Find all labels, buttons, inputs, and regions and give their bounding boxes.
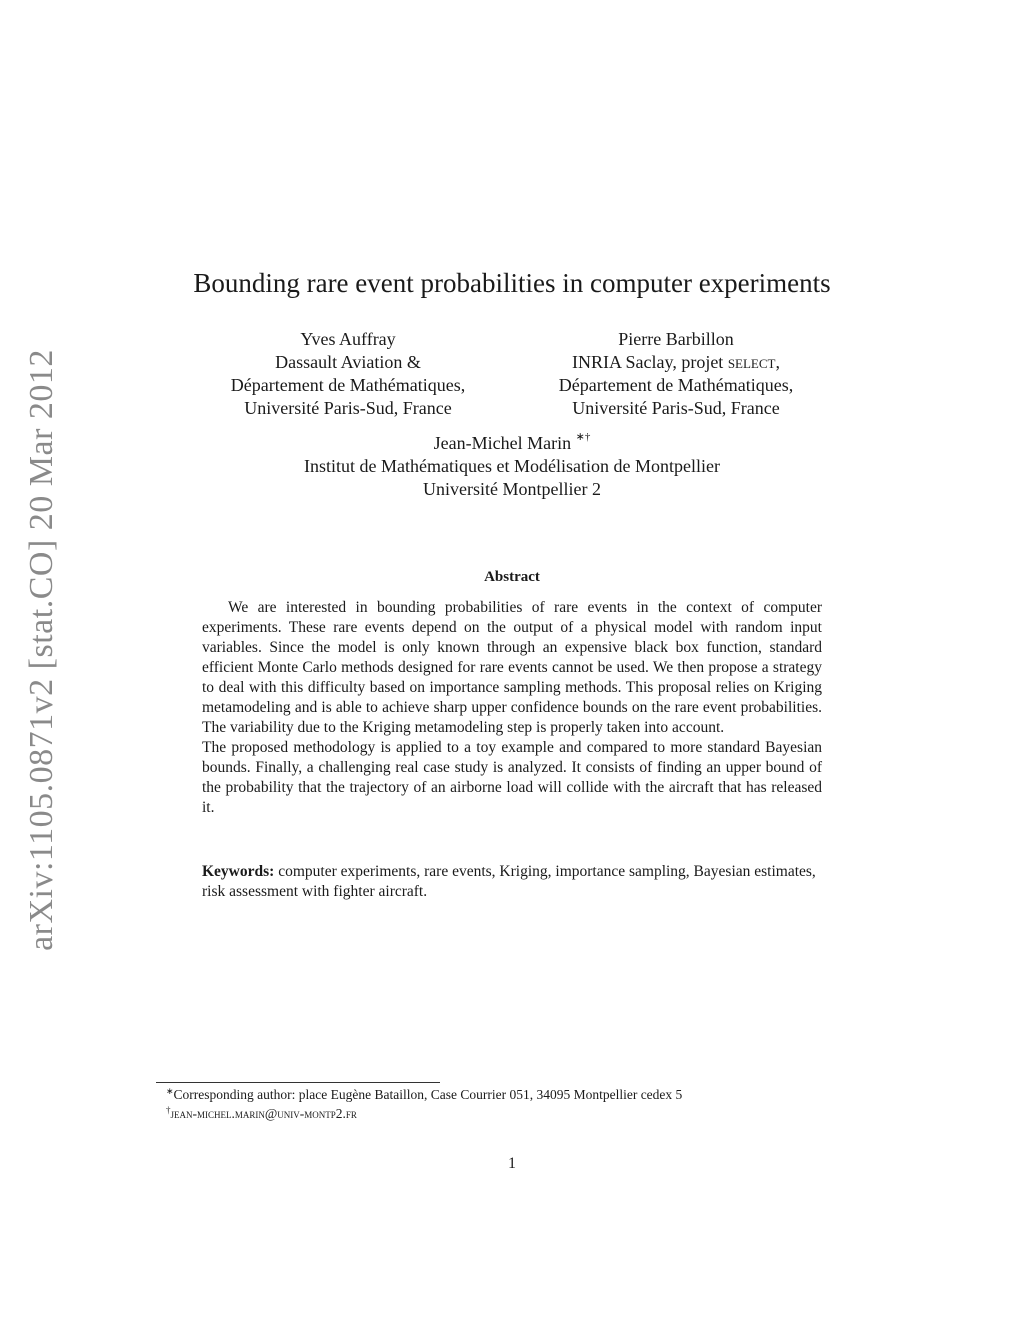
- footnote-divider: [156, 1082, 440, 1083]
- abstract-body: [202, 598, 822, 818]
- affiliation-suffix: ,: [775, 352, 780, 372]
- author-name: Pierre Barbillon: [618, 329, 734, 349]
- paper-title: Bounding rare event probabilities in computer experiments: [193, 268, 831, 298]
- footnote-corresponding-author: [166, 1086, 866, 1105]
- author-block-marin: [212, 432, 812, 501]
- affiliation-line: Université Montpellier 2: [423, 479, 601, 499]
- author-block-barbillon: [526, 328, 826, 420]
- author-name: Jean-Michel Marin: [433, 433, 572, 453]
- affiliation-line: Institut de Mathématiques et Modélisation de Montpellier: [304, 456, 720, 476]
- footnote-marks: ∗†: [575, 431, 591, 443]
- page-number: 1: [508, 1155, 516, 1172]
- affiliation-line: Dassault Aviation &: [275, 352, 421, 372]
- author-block-auffray: [198, 328, 498, 420]
- email-link[interactable]: jean-michel.marin@univ-montp2.fr: [170, 1106, 357, 1121]
- keywords-section: [202, 862, 842, 902]
- affiliation-prefix: INRIA Saclay, projet: [572, 352, 728, 372]
- footnote-mark: ∗: [166, 1086, 174, 1096]
- footnote-email: [166, 1105, 866, 1124]
- keywords-label: Keywords:: [202, 863, 275, 880]
- affiliation-line: Département de Mathématiques,: [558, 375, 794, 395]
- footnotes: [166, 1086, 866, 1124]
- arxiv-identifier-stamp: arXiv:1105.0871v2 [stat.CO] 20 Mar 2012: [23, 349, 60, 951]
- abstract-paragraph: We are interested in bounding probabilities of rare events in the context of computer experiments. These rare events depend on the output of a physical model with random input variables. Since the model is only known through an expensive black box function, standard efficient Monte Carlo methods designed for rare events cannot be used. We then propose a strategy to deal with this difficulty based on importance sampling methods. This proposal relies on Kriging metamodeling and is able to achieve sharp upper confidence bounds on the rare event probabilities. The variability due to the Kriging metamodeling step is properly taken into account.: [202, 599, 822, 736]
- author-name: Yves Auffray: [300, 329, 396, 349]
- author-name-line: [212, 432, 812, 455]
- footnote-mark: †: [166, 1105, 171, 1115]
- footnote-text: Corresponding author: place Eugène Bataillon, Case Courrier 051, 34095 Montpellier cedex 5: [173, 1087, 683, 1102]
- abstract-paragraph: The proposed methodology is applied to a toy example and compared to more standard Bayesian bounds. Finally, a challenging real case study is analyzed. It consists of finding an upper bound of the probability that the trajectory of an airborne load will collide with the aircraft that has released it.: [202, 739, 822, 816]
- affiliation-line: Université Paris-Sud, France: [244, 398, 452, 418]
- affiliation-line: [526, 351, 826, 374]
- abstract-heading: Abstract: [484, 569, 540, 585]
- keywords-text: computer experiments, rare events, Kriging, importance sampling, Bayesian estimates, risk assessment with fighter aircraft.: [202, 863, 816, 900]
- project-name: select: [727, 352, 776, 372]
- affiliation-line: Département de Mathématiques,: [230, 375, 466, 395]
- affiliation-line: Université Paris-Sud, France: [572, 398, 780, 418]
